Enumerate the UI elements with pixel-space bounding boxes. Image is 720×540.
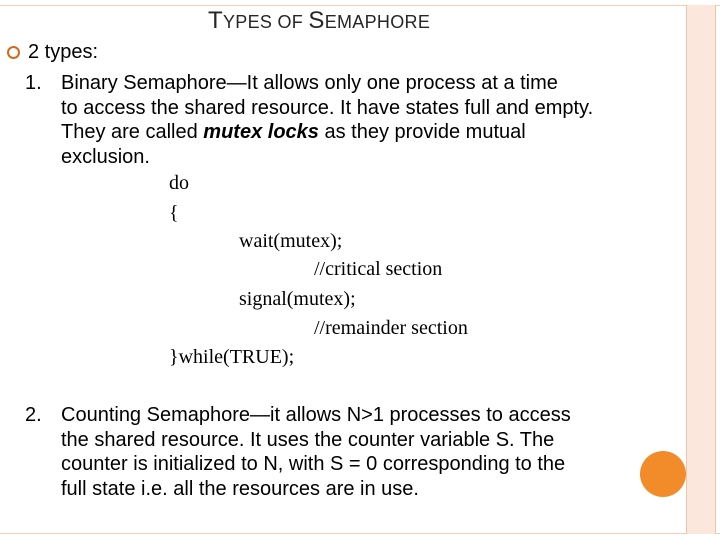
code-line-open-brace: { [169, 202, 179, 224]
item-text-line: exclusion. [61, 145, 150, 168]
bottom-border-line [0, 533, 720, 534]
title-part-2: EMAPHORE [324, 12, 431, 32]
title-cap-t: T [208, 7, 223, 34]
bullet-text: 2 types: [28, 41, 99, 63]
item-text-line [61, 120, 593, 145]
accent-circle [640, 451, 686, 497]
item-text-line: full state i.e. all the resources are in use. [61, 477, 419, 500]
title-part-1: YPES OF [222, 12, 309, 32]
top-border-line [0, 5, 720, 6]
code-line-remainder-comment: //remainder section [314, 317, 468, 339]
mutex-locks-emphasis: mutex locks [203, 121, 319, 143]
bullet-line [5, 41, 98, 64]
code-line-signal: signal(mutex); [239, 288, 356, 310]
item-text-span: as they provide mutual [318, 121, 526, 143]
code-line-wait: wait(mutex); [239, 230, 343, 252]
right-frame-bar [686, 5, 716, 534]
item-text-line: Counting Semaphore—it allows N>1 processes to access [61, 404, 571, 426]
item-text-span: They are called [61, 121, 204, 143]
item-text-line: to access the shared resource. It have states full and empty. [61, 96, 594, 119]
code-line-while: }while(TRUE); [169, 346, 295, 368]
slide-title [208, 7, 430, 35]
item-number: 2. [25, 404, 42, 426]
open-circle-bullet-icon [7, 46, 20, 59]
code-line-critical-comment: //critical section [314, 258, 443, 280]
code-line-do: do [169, 172, 189, 194]
title-cap-s: S [308, 7, 325, 34]
item-number: 1. [25, 72, 42, 94]
item-text-line: counter is initialized to N, with S = 0 corresponding to the [61, 453, 566, 475]
item-text-line: the shared resource. It uses the counter variable S. The [61, 428, 555, 451]
item-text-line: Binary Semaphore—It allows only one process at a time [61, 72, 558, 94]
